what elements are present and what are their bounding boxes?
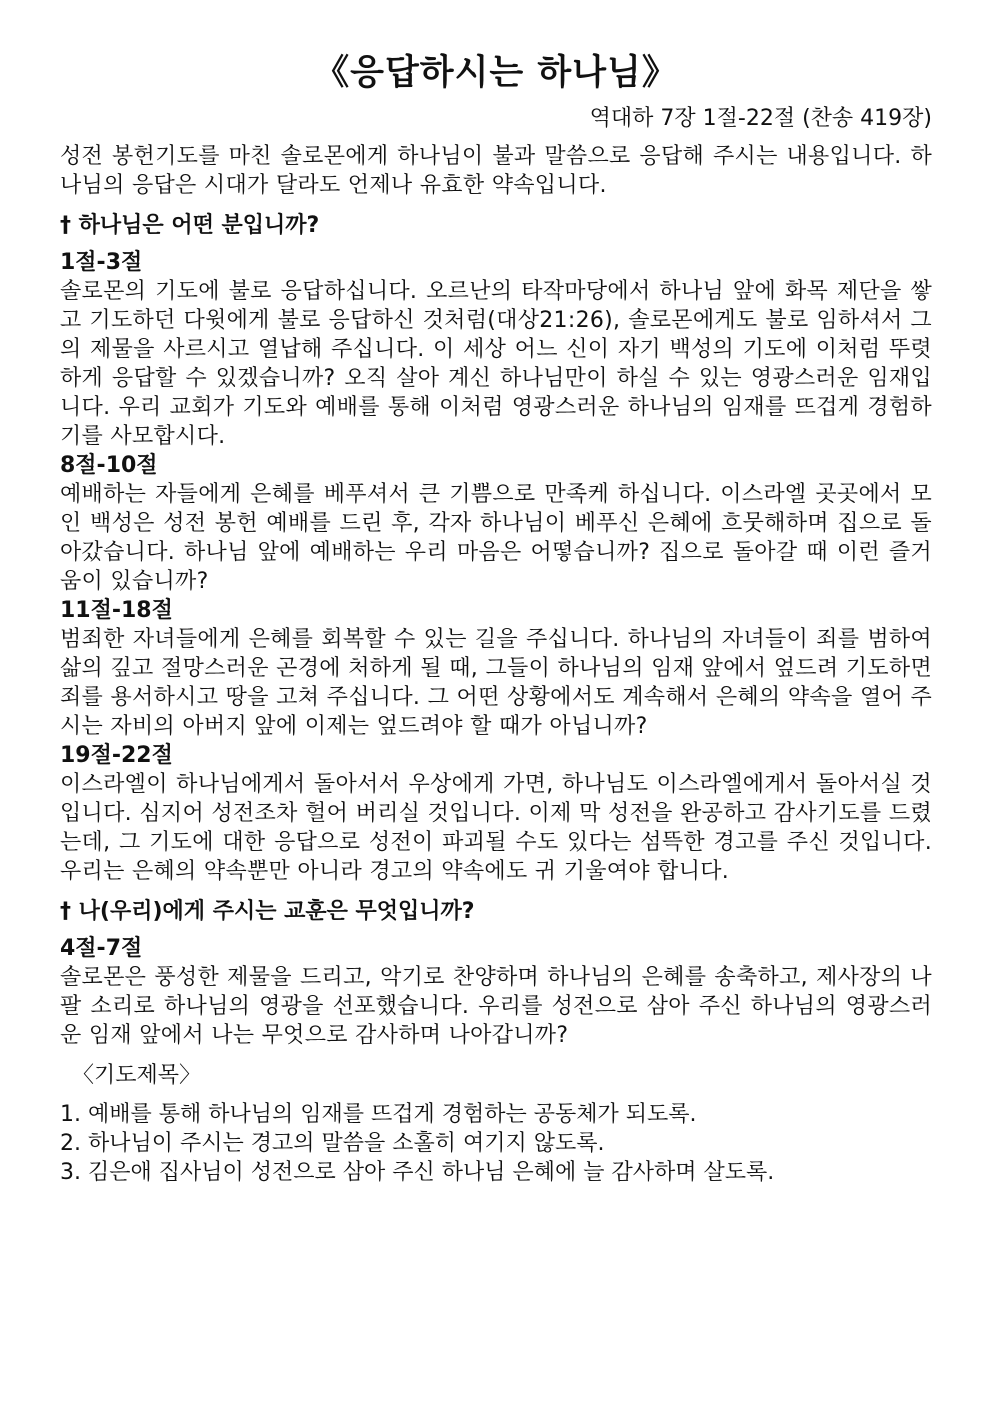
- verse-text: 솔로몬의 기도에 불로 응답하십니다. 오르난의 타작마당에서 하나님 앞에 화목 제단을 쌓고 기도하던 다윗에게 불로 응답하신 것처럼(대상21:26), 솔로몬에게도 불로 임하셔서 그의 제물을 사르시고 열납해 주십니다. 이 세상 어느 신이 자기 백성의 기도에 이처럼 뚜렷하게 응답할 수 있겠습니까? 오직 살아 계신 하나님만이 하실 수 있는 영광스러운 임재입니다. 우리 교회가 기도와 예배를 통해 이처럼 영광스러운 하나님의 임재를 뜨겁게 경험하기를 사모합시다.: [60, 279, 932, 449]
- verse-block: [60, 451, 932, 596]
- intro-paragraph: 성전 봉헌기도를 마친 솔로몬에게 하나님이 불과 말씀으로 응답해 주시는 내용입니다. 하나님의 응답은 시대가 달라도 언제나 유효한 약속입니다.: [60, 144, 932, 198]
- document-title: 《응답하시는 하나님》: [314, 53, 678, 93]
- scripture-reference: 역대하 7장 1절-22절 (찬송 419장): [589, 106, 932, 131]
- verse-block: [60, 934, 932, 1050]
- verse-text: 이스라엘이 하나님에게서 돌아서서 우상에게 가면, 하나님도 이스라엘에게서 돌아서실 것입니다. 심지어 성전조차 헐어 버리실 것입니다. 이제 막 성전을 완공하고 감사기도를 드렸는데, 그 기도에 대한 응답으로 성전이 파괴될 수도 있다는 섬뜩한 경고를 주신 것입니다. 우리는 은혜의 약속뿐만 아니라 경고의 약속에도 귀 기울여야 합니다.: [60, 772, 932, 884]
- verse-text: 예배하는 자들에게 은혜를 베푸셔서 큰 기쁨으로 만족케 하십니다. 이스라엘 곳곳에서 모인 백성은 성전 봉헌 예배를 드린 후, 각자 하나님이 베푸신 은혜에 흐뭇해하며 집으로 돌아갔습니다. 하나님 앞에 예배하는 우리 마음은 어떻습니까? 집으로 돌아갈 때 이런 즐거움이 있습니까?: [60, 482, 932, 594]
- prayer-heading: 〈기도제목〉: [72, 1063, 202, 1088]
- verse-label: 1절-3절: [60, 250, 143, 275]
- prayer-list: [60, 1100, 932, 1187]
- verse-text: 솔로몬은 풍성한 제물을 드리고, 악기로 찬양하며 하나님의 은혜를 송축하고, 제사장의 나팔 소리로 하나님의 영광을 선포했습니다. 우리를 성전으로 삼아 주신 하나님의 영광스러운 임재 앞에서 나는 무엇으로 감사하며 나아갑니까?: [60, 965, 932, 1048]
- prayer-item: 3. 김은애 집사님이 성전으로 삼아 주신 하나님 은혜에 늘 감사하며 살도록.: [60, 1160, 775, 1185]
- verse-text: 범죄한 자녀들에게 은혜를 회복할 수 있는 길을 주십니다. 하나님의 자녀들이 죄를 범하여 삶의 깊고 절망스러운 곤경에 처하게 될 때, 그들이 하나님의 임재 앞에서 엎드려 기도하면 죄를 용서하시고 땅을 고쳐 주십니다. 그 어떤 상황에서도 계속해서 은혜의 약속을 열어 주시는 자비의 아버지 앞에 이제는 엎드려야 할 때가 아닙니까?: [60, 627, 932, 739]
- verse-label: 19절-22절: [60, 743, 173, 768]
- verse-label: 11절-18절: [60, 598, 173, 623]
- verse-block: [60, 741, 932, 886]
- section-heading: † 나(우리)에게 주시는 교훈은 무엇입니까?: [60, 899, 475, 924]
- prayer-section: [60, 1060, 932, 1187]
- section-heading: † 하나님은 어떤 분입니까?: [60, 213, 320, 238]
- verse-block: [60, 248, 932, 451]
- section-who-is-god: [60, 210, 932, 886]
- verse-label: 4절-7절: [60, 936, 143, 961]
- verse-block: [60, 596, 932, 741]
- prayer-item: 1. 예배를 통해 하나님의 임재를 뜨겁게 경험하는 공동체가 되도록.: [60, 1102, 697, 1127]
- verse-label: 8절-10절: [60, 453, 158, 478]
- section-lesson: [60, 896, 932, 1050]
- prayer-item: 2. 하나님이 주시는 경고의 말씀을 소홀히 여기지 않도록.: [60, 1131, 605, 1156]
- document-page: [60, 48, 932, 1187]
